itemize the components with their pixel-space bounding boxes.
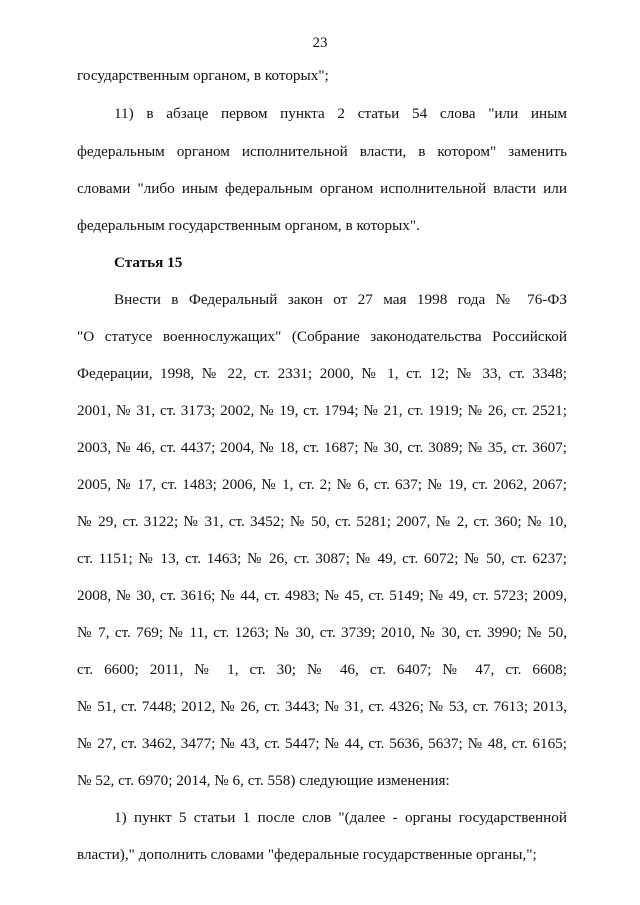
text-line: 2003, № 46, ст. 4437; 2004, № 18, ст. 1687; № 30, ст. 3089; № 35, ст. 3607; bbox=[77, 439, 567, 456]
text-line: власти)," дополнить словами "федеральные государственные органы,"; bbox=[77, 846, 537, 863]
text-line: № 27, ст. 3462, 3477; № 43, ст. 5447; № 44, ст. 5636, 5637; № 48, ст. 6165; bbox=[77, 735, 567, 752]
text-line: 2005, № 17, ст. 1483; 2006, № 1, ст. 2; № 6, ст. 637; № 19, ст. 2062, 2067; bbox=[77, 476, 567, 493]
text-line: № 51, ст. 7448; 2012, № 26, ст. 3443; № 31, ст. 4326; № 53, ст. 7613; 2013, bbox=[77, 698, 567, 715]
text-line: федеральным государственным органом, в которых". bbox=[77, 217, 420, 234]
text-line: № 29, ст. 3122; № 31, ст. 3452; № 50, ст. 5281; 2007, № 2, ст. 360; № 10, bbox=[77, 513, 567, 530]
text-line: словами "либо иным федеральным органом исполнительной власти или bbox=[77, 180, 567, 197]
text-line: "О статусе военнослужащих" (Собрание законодательства Российской bbox=[77, 328, 567, 345]
page-number: 23 bbox=[312, 35, 328, 51]
text-line: ст. 6600; 2011, № 1, ст. 30; № 46, ст. 6407; № 47, ст. 6608; bbox=[77, 661, 567, 678]
text-line: 11) в абзаце первом пункта 2 статьи 54 слова "или иным bbox=[114, 105, 567, 122]
text-line: государственным органом, в которых"; bbox=[77, 67, 329, 84]
text-line: № 7, ст. 769; № 11, ст. 1263; № 30, ст. 3739; 2010, № 30, ст. 3990; № 50, bbox=[77, 624, 567, 641]
text-line: ст. 1151; № 13, ст. 1463; № 26, ст. 3087; № 49, ст. 6072; № 50, ст. 6237; bbox=[77, 550, 567, 567]
text-line: № 52, ст. 6970; 2014, № 6, ст. 558) следующие изменения: bbox=[77, 772, 450, 789]
text-line: Федерации, 1998, № 22, ст. 2331; 2000, № 1, ст. 12; № 33, ст. 3348; bbox=[77, 365, 567, 382]
text-line: 2008, № 30, ст. 3616; № 44, ст. 4983; № 45, ст. 5149; № 49, ст. 5723; 2009, bbox=[77, 587, 567, 604]
text-line: 2001, № 31, ст. 3173; 2002, № 19, ст. 1794; № 21, ст. 1919; № 26, ст. 2521; bbox=[77, 402, 567, 419]
article-heading: Статья 15 bbox=[114, 254, 183, 271]
text-line: Внести в Федеральный закон от 27 мая 1998 года № 76-ФЗ bbox=[114, 291, 567, 308]
text-line: 1) пункт 5 статьи 1 после слов "(далее - органы государственной bbox=[114, 809, 567, 826]
text-line: федеральным органом исполнительной власти, в котором" заменить bbox=[77, 143, 567, 160]
